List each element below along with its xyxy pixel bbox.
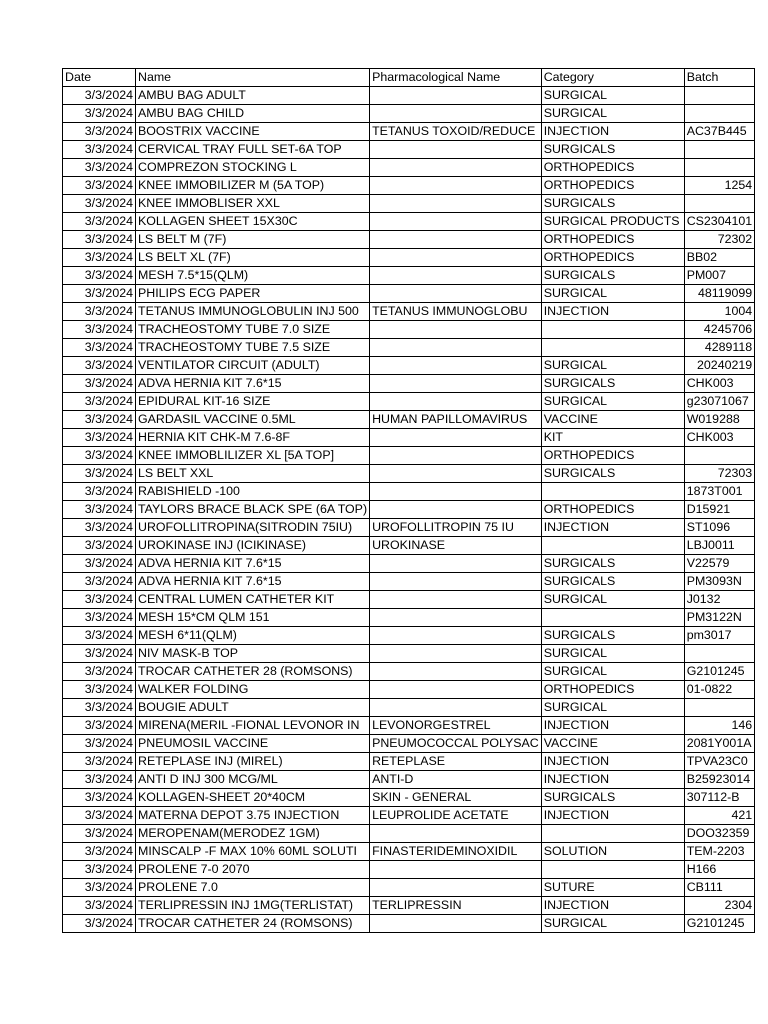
cell-batch: 48119099 xyxy=(684,285,754,303)
cell-pharmacological-name xyxy=(370,285,542,303)
table-row xyxy=(63,573,755,591)
cell-name: COMPREZON STOCKING L xyxy=(136,159,370,177)
cell-category xyxy=(541,861,684,879)
cell-name: GARDASIL VACCINE 0.5ML xyxy=(136,411,370,429)
table-row xyxy=(63,393,755,411)
cell-name: MEROPENAM(MERODEZ 1GM) xyxy=(136,825,370,843)
cell-date: 3/3/2024 xyxy=(63,141,136,159)
cell-batch xyxy=(684,105,754,123)
cell-date: 3/3/2024 xyxy=(63,249,136,267)
cell-name: TRACHEOSTOMY TUBE 7.0 SIZE xyxy=(136,321,370,339)
cell-name: PROLENE 7-0 2070 xyxy=(136,861,370,879)
cell-pharmacological-name xyxy=(370,231,542,249)
cell-batch: BB02 xyxy=(684,249,754,267)
cell-batch: ST1096 xyxy=(684,519,754,537)
cell-name: RETEPLASE INJ (MIREL) xyxy=(136,753,370,771)
cell-pharmacological-name xyxy=(370,447,542,465)
cell-category: VACCINE xyxy=(541,735,684,753)
cell-category: INJECTION xyxy=(541,897,684,915)
cell-category: ORTHOPEDICS xyxy=(541,501,684,519)
table-row xyxy=(63,807,755,825)
cell-batch xyxy=(684,141,754,159)
cell-date: 3/3/2024 xyxy=(63,825,136,843)
cell-batch: G2101245 xyxy=(684,915,754,933)
cell-pharmacological-name xyxy=(370,483,542,501)
cell-category: INJECTION xyxy=(541,519,684,537)
cell-category: KIT xyxy=(541,429,684,447)
table-row xyxy=(63,357,755,375)
cell-batch: 1004 xyxy=(684,303,754,321)
cell-name: ANTI D INJ 300 MCG/ML xyxy=(136,771,370,789)
cell-date: 3/3/2024 xyxy=(63,753,136,771)
cell-category xyxy=(541,321,684,339)
table-row xyxy=(63,627,755,645)
cell-batch: 1873T001 xyxy=(684,483,754,501)
cell-category: ORTHOPEDICS xyxy=(541,681,684,699)
cell-date: 3/3/2024 xyxy=(63,627,136,645)
cell-date: 3/3/2024 xyxy=(63,339,136,357)
cell-batch xyxy=(684,447,754,465)
cell-batch: CS2304101 xyxy=(684,213,754,231)
cell-category: ORTHOPEDICS xyxy=(541,177,684,195)
cell-batch: W019288 xyxy=(684,411,754,429)
cell-date: 3/3/2024 xyxy=(63,375,136,393)
cell-date: 3/3/2024 xyxy=(63,717,136,735)
cell-batch: 2081Y001A xyxy=(684,735,754,753)
cell-date: 3/3/2024 xyxy=(63,267,136,285)
cell-batch: G2101245 xyxy=(684,663,754,681)
cell-date: 3/3/2024 xyxy=(63,645,136,663)
table-row xyxy=(63,717,755,735)
cell-category: SURGICALS xyxy=(541,789,684,807)
table-row xyxy=(63,879,755,897)
cell-category: SURGICALS xyxy=(541,267,684,285)
cell-date: 3/3/2024 xyxy=(63,879,136,897)
table-row xyxy=(63,375,755,393)
cell-name: MESH 6*11(QLM) xyxy=(136,627,370,645)
cell-date: 3/3/2024 xyxy=(63,105,136,123)
table-row xyxy=(63,645,755,663)
table-row xyxy=(63,267,755,285)
cell-pharmacological-name xyxy=(370,321,542,339)
cell-category xyxy=(541,339,684,357)
cell-date: 3/3/2024 xyxy=(63,465,136,483)
table-row xyxy=(63,591,755,609)
cell-name: ADVA HERNIA KIT 7.6*15 xyxy=(136,573,370,591)
cell-name: BOOSTRIX VACCINE xyxy=(136,123,370,141)
table-row xyxy=(63,141,755,159)
cell-date: 3/3/2024 xyxy=(63,285,136,303)
cell-category: ORTHOPEDICS xyxy=(541,231,684,249)
header-batch: Batch xyxy=(684,69,754,87)
cell-name: MIRENA(MERIL -FIONAL LEVONOR IN xyxy=(136,717,370,735)
cell-pharmacological-name xyxy=(370,573,542,591)
cell-category: SURGICAL xyxy=(541,663,684,681)
cell-date: 3/3/2024 xyxy=(63,447,136,465)
cell-batch: J0132 xyxy=(684,591,754,609)
cell-date: 3/3/2024 xyxy=(63,915,136,933)
cell-date: 3/3/2024 xyxy=(63,789,136,807)
table-row xyxy=(63,339,755,357)
cell-date: 3/3/2024 xyxy=(63,303,136,321)
cell-name: MINSCALP -F MAX 10% 60ML SOLUTI xyxy=(136,843,370,861)
cell-batch: H166 xyxy=(684,861,754,879)
cell-category: SURGICALS xyxy=(541,375,684,393)
cell-name: WALKER FOLDING xyxy=(136,681,370,699)
cell-batch: 421 xyxy=(684,807,754,825)
cell-name: KNEE IMMOBILIZER M (5A TOP) xyxy=(136,177,370,195)
cell-date: 3/3/2024 xyxy=(63,897,136,915)
cell-batch xyxy=(684,87,754,105)
cell-pharmacological-name: UROKINASE xyxy=(370,537,542,555)
cell-pharmacological-name xyxy=(370,555,542,573)
table-row xyxy=(63,663,755,681)
cell-batch xyxy=(684,699,754,717)
cell-batch: 146 xyxy=(684,717,754,735)
cell-name: NIV MASK-B TOP xyxy=(136,645,370,663)
cell-pharmacological-name xyxy=(370,825,542,843)
cell-category: INJECTION xyxy=(541,753,684,771)
cell-date: 3/3/2024 xyxy=(63,321,136,339)
header-category: Category xyxy=(541,69,684,87)
table-row xyxy=(63,915,755,933)
table-row xyxy=(63,447,755,465)
table-row xyxy=(63,537,755,555)
cell-batch: V22579 xyxy=(684,555,754,573)
cell-name: LS BELT XL (7F) xyxy=(136,249,370,267)
table-row xyxy=(63,249,755,267)
cell-pharmacological-name xyxy=(370,915,542,933)
cell-category: SURGICAL xyxy=(541,645,684,663)
table-row xyxy=(63,681,755,699)
cell-pharmacological-name xyxy=(370,429,542,447)
cell-pharmacological-name xyxy=(370,267,542,285)
cell-batch: B25923014 xyxy=(684,771,754,789)
cell-category: SURGICAL PRODUCTS xyxy=(541,213,684,231)
cell-name: CENTRAL LUMEN CATHETER KIT xyxy=(136,591,370,609)
cell-pharmacological-name xyxy=(370,159,542,177)
table-row xyxy=(63,519,755,537)
cell-pharmacological-name: LEVONORGESTREL xyxy=(370,717,542,735)
cell-batch: 4289118 xyxy=(684,339,754,357)
cell-pharmacological-name: RETEPLASE xyxy=(370,753,542,771)
cell-name: TERLIPRESSIN INJ 1MG(TERLISTAT) xyxy=(136,897,370,915)
cell-name: VENTILATOR CIRCUIT (ADULT) xyxy=(136,357,370,375)
cell-name: UROFOLLITROPINA(SITRODIN 75IU) xyxy=(136,519,370,537)
cell-batch: 01-0822 xyxy=(684,681,754,699)
cell-pharmacological-name: ANTI-D xyxy=(370,771,542,789)
cell-pharmacological-name xyxy=(370,105,542,123)
cell-name: KOLLAGEN-SHEET 20*40CM xyxy=(136,789,370,807)
cell-category: SURGICAL xyxy=(541,591,684,609)
cell-batch: CHK003 xyxy=(684,429,754,447)
cell-pharmacological-name: FINASTERIDEMINOXIDIL xyxy=(370,843,542,861)
table-row xyxy=(63,321,755,339)
cell-date: 3/3/2024 xyxy=(63,699,136,717)
cell-pharmacological-name xyxy=(370,627,542,645)
cell-date: 3/3/2024 xyxy=(63,573,136,591)
cell-name: PNEUMOSIL VACCINE xyxy=(136,735,370,753)
table-row xyxy=(63,771,755,789)
cell-batch: 72303 xyxy=(684,465,754,483)
cell-batch: CB111 xyxy=(684,879,754,897)
cell-name: TAYLORS BRACE BLACK SPE (6A TOP) xyxy=(136,501,370,519)
cell-pharmacological-name xyxy=(370,465,542,483)
cell-pharmacological-name xyxy=(370,141,542,159)
cell-date: 3/3/2024 xyxy=(63,177,136,195)
cell-date: 3/3/2024 xyxy=(63,861,136,879)
cell-category: SURGICAL xyxy=(541,915,684,933)
table-row xyxy=(63,861,755,879)
cell-date: 3/3/2024 xyxy=(63,393,136,411)
cell-date: 3/3/2024 xyxy=(63,159,136,177)
cell-pharmacological-name xyxy=(370,591,542,609)
cell-name: LS BELT XXL xyxy=(136,465,370,483)
cell-name: MATERNA DEPOT 3.75 INJECTION xyxy=(136,807,370,825)
cell-pharmacological-name xyxy=(370,177,542,195)
cell-pharmacological-name xyxy=(370,393,542,411)
cell-name: CERVICAL TRAY FULL SET-6A TOP xyxy=(136,141,370,159)
cell-pharmacological-name xyxy=(370,681,542,699)
table-row xyxy=(63,429,755,447)
cell-date: 3/3/2024 xyxy=(63,537,136,555)
cell-category: SURGICALS xyxy=(541,141,684,159)
cell-category: INJECTION xyxy=(541,303,684,321)
cell-name: HERNIA KIT CHK-M 7.6-8F xyxy=(136,429,370,447)
table-row xyxy=(63,753,755,771)
cell-batch: pm3017 xyxy=(684,627,754,645)
table-row xyxy=(63,555,755,573)
cell-batch: 1254 xyxy=(684,177,754,195)
cell-category: SURGICALS xyxy=(541,627,684,645)
table-row xyxy=(63,285,755,303)
cell-name: KOLLAGEN SHEET 15X30C xyxy=(136,213,370,231)
table-row xyxy=(63,843,755,861)
cell-name: AMBU BAG CHILD xyxy=(136,105,370,123)
cell-category: SURGICALS xyxy=(541,573,684,591)
table-row xyxy=(63,177,755,195)
table-row xyxy=(63,213,755,231)
cell-category: SOLUTION xyxy=(541,843,684,861)
cell-category: SURGICAL xyxy=(541,699,684,717)
cell-batch xyxy=(684,645,754,663)
cell-pharmacological-name xyxy=(370,195,542,213)
cell-category: SURGICALS xyxy=(541,555,684,573)
cell-name: ADVA HERNIA KIT 7.6*15 xyxy=(136,375,370,393)
cell-date: 3/3/2024 xyxy=(63,195,136,213)
cell-batch: 2304 xyxy=(684,897,754,915)
cell-batch xyxy=(684,159,754,177)
cell-date: 3/3/2024 xyxy=(63,843,136,861)
cell-batch: g23071067 xyxy=(684,393,754,411)
cell-category: SURGICAL xyxy=(541,357,684,375)
cell-name: RABISHIELD -100 xyxy=(136,483,370,501)
cell-category: ORTHOPEDICS xyxy=(541,159,684,177)
cell-batch: PM007 xyxy=(684,267,754,285)
cell-name: PHILIPS ECG PAPER xyxy=(136,285,370,303)
cell-date: 3/3/2024 xyxy=(63,555,136,573)
cell-batch: 20240219 xyxy=(684,357,754,375)
cell-category: SURGICAL xyxy=(541,87,684,105)
cell-pharmacological-name: SKIN - GENERAL xyxy=(370,789,542,807)
cell-pharmacological-name xyxy=(370,357,542,375)
cell-pharmacological-name: PNEUMOCOCCAL POLYSAC xyxy=(370,735,542,753)
cell-name: ADVA HERNIA KIT 7.6*15 xyxy=(136,555,370,573)
cell-category: VACCINE xyxy=(541,411,684,429)
cell-date: 3/3/2024 xyxy=(63,123,136,141)
cell-category: ORTHOPEDICS xyxy=(541,447,684,465)
cell-category: INJECTION xyxy=(541,717,684,735)
cell-batch: PM3093N xyxy=(684,573,754,591)
cell-batch: CHK003 xyxy=(684,375,754,393)
cell-category: ORTHOPEDICS xyxy=(541,249,684,267)
cell-name: TETANUS IMMUNOGLOBULIN INJ 500 xyxy=(136,303,370,321)
cell-category: SUTURE xyxy=(541,879,684,897)
cell-category: INJECTION xyxy=(541,771,684,789)
cell-pharmacological-name xyxy=(370,879,542,897)
table-row xyxy=(63,123,755,141)
cell-pharmacological-name: TETANUS IMMUNOGLOBU xyxy=(370,303,542,321)
cell-category: INJECTION xyxy=(541,807,684,825)
header-pharmacological-name: Pharmacological Name xyxy=(370,69,542,87)
cell-category xyxy=(541,825,684,843)
cell-pharmacological-name: TERLIPRESSIN xyxy=(370,897,542,915)
table-row xyxy=(63,483,755,501)
cell-date: 3/3/2024 xyxy=(63,735,136,753)
cell-pharmacological-name xyxy=(370,87,542,105)
cell-category xyxy=(541,537,684,555)
table-row xyxy=(63,825,755,843)
cell-category: SURGICALS xyxy=(541,465,684,483)
table-row xyxy=(63,411,755,429)
cell-pharmacological-name xyxy=(370,699,542,717)
cell-category: SURGICALS xyxy=(541,195,684,213)
cell-date: 3/3/2024 xyxy=(63,501,136,519)
cell-date: 3/3/2024 xyxy=(63,87,136,105)
cell-batch: LBJ0011 xyxy=(684,537,754,555)
cell-pharmacological-name xyxy=(370,249,542,267)
cell-name: KNEE IMMOBLILIZER XL [5A TOP] xyxy=(136,447,370,465)
cell-date: 3/3/2024 xyxy=(63,591,136,609)
cell-pharmacological-name xyxy=(370,375,542,393)
cell-name: MESH 15*CM QLM 151 xyxy=(136,609,370,627)
header-date: Date xyxy=(63,69,136,87)
cell-date: 3/3/2024 xyxy=(63,483,136,501)
cell-pharmacological-name xyxy=(370,339,542,357)
cell-batch xyxy=(684,195,754,213)
cell-batch: TPVA23C0 xyxy=(684,753,754,771)
cell-name: BOUGIE ADULT xyxy=(136,699,370,717)
cell-pharmacological-name: HUMAN PAPILLOMAVIRUS xyxy=(370,411,542,429)
cell-name: EPIDURAL KIT-16 SIZE xyxy=(136,393,370,411)
header-name: Name xyxy=(136,69,370,87)
cell-date: 3/3/2024 xyxy=(63,663,136,681)
cell-date: 3/3/2024 xyxy=(63,213,136,231)
cell-name: KNEE IMMOBLISER XXL xyxy=(136,195,370,213)
table-row xyxy=(63,465,755,483)
cell-name: AMBU BAG ADULT xyxy=(136,87,370,105)
table-row xyxy=(63,105,755,123)
cell-batch: D15921 xyxy=(684,501,754,519)
cell-pharmacological-name xyxy=(370,645,542,663)
cell-date: 3/3/2024 xyxy=(63,519,136,537)
cell-name: PROLENE 7.0 xyxy=(136,879,370,897)
table-row xyxy=(63,195,755,213)
cell-batch: 4245706 xyxy=(684,321,754,339)
cell-pharmacological-name xyxy=(370,861,542,879)
cell-pharmacological-name: UROFOLLITROPIN 75 IU xyxy=(370,519,542,537)
cell-category: INJECTION xyxy=(541,123,684,141)
cell-name: MESH 7.5*15(QLM) xyxy=(136,267,370,285)
table-row xyxy=(63,897,755,915)
cell-date: 3/3/2024 xyxy=(63,681,136,699)
cell-pharmacological-name xyxy=(370,609,542,627)
cell-pharmacological-name: LEUPROLIDE ACETATE xyxy=(370,807,542,825)
cell-category: SURGICAL xyxy=(541,285,684,303)
cell-category: SURGICAL xyxy=(541,105,684,123)
cell-name: TRACHEOSTOMY TUBE 7.5 SIZE xyxy=(136,339,370,357)
table-row xyxy=(63,87,755,105)
cell-pharmacological-name: TETANUS TOXOID/REDUCE xyxy=(370,123,542,141)
cell-name: UROKINASE INJ (ICIKINASE) xyxy=(136,537,370,555)
cell-date: 3/3/2024 xyxy=(63,231,136,249)
cell-pharmacological-name xyxy=(370,213,542,231)
cell-name: TROCAR CATHETER 28 (ROMSONS) xyxy=(136,663,370,681)
table-row xyxy=(63,609,755,627)
cell-category: SURGICAL xyxy=(541,393,684,411)
table-row xyxy=(63,159,755,177)
cell-date: 3/3/2024 xyxy=(63,807,136,825)
cell-date: 3/3/2024 xyxy=(63,357,136,375)
cell-batch: 307112-B xyxy=(684,789,754,807)
cell-category xyxy=(541,609,684,627)
cell-date: 3/3/2024 xyxy=(63,411,136,429)
table-row xyxy=(63,735,755,753)
cell-name: LS BELT M (7F) xyxy=(136,231,370,249)
table-row xyxy=(63,501,755,519)
cell-batch: DOO32359 xyxy=(684,825,754,843)
cell-date: 3/3/2024 xyxy=(63,609,136,627)
cell-batch: TEM-2203 xyxy=(684,843,754,861)
cell-batch: 72302 xyxy=(684,231,754,249)
table-row xyxy=(63,789,755,807)
header-row xyxy=(63,69,755,87)
cell-batch: AC37B445 xyxy=(684,123,754,141)
inventory-table xyxy=(62,68,755,933)
cell-pharmacological-name xyxy=(370,501,542,519)
cell-date: 3/3/2024 xyxy=(63,771,136,789)
table-row xyxy=(63,699,755,717)
cell-name: TROCAR CATHETER 24 (ROMSONS) xyxy=(136,915,370,933)
table-row xyxy=(63,303,755,321)
cell-batch: PM3122N xyxy=(684,609,754,627)
cell-date: 3/3/2024 xyxy=(63,429,136,447)
table-row xyxy=(63,231,755,249)
cell-pharmacological-name xyxy=(370,663,542,681)
cell-category xyxy=(541,483,684,501)
